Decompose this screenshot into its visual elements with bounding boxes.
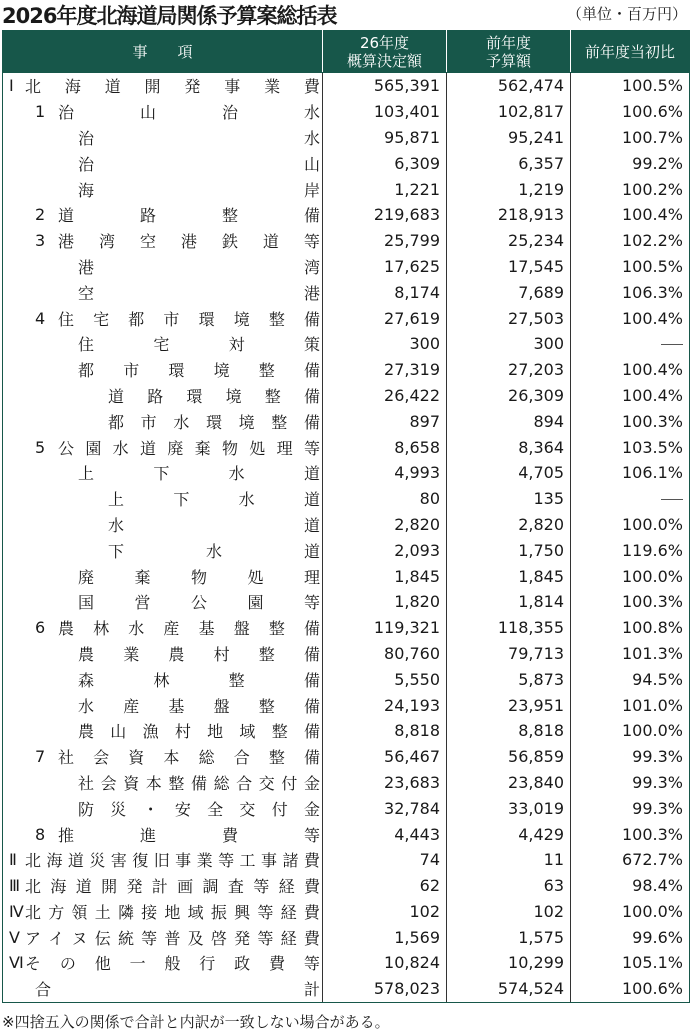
row-name: 水 産 基 盤 整 備 — [78, 696, 320, 716]
row-item-cell — [3, 408, 323, 434]
row-previous-value: 894 — [447, 408, 571, 434]
row-name: 廃 棄 物 処 理 — [78, 567, 320, 587]
row-ratio: 101.3% — [571, 641, 690, 667]
row-name: 北 海 道 開 発 計 画 調 査 等 経 費 — [25, 877, 320, 897]
row-item-cell — [3, 615, 323, 641]
row-current-value: 1,845 — [323, 563, 447, 589]
row-previous-value: 10,299 — [447, 950, 571, 976]
row-previous-value: 1,845 — [447, 563, 571, 589]
row-ratio: 100.7% — [571, 125, 690, 151]
row-current-value: 5,550 — [323, 666, 447, 692]
table-row — [3, 228, 690, 254]
row-previous-value: 79,713 — [447, 641, 571, 667]
row-previous-value: 4,429 — [447, 821, 571, 847]
row-name: 北 海 道 開 発 事 業 費 — [25, 77, 320, 97]
table-row — [3, 666, 690, 692]
row-previous-value: 11 — [447, 847, 571, 873]
row-item-cell — [3, 486, 323, 512]
footnote: ※四捨五入の関係で合計と内訳が一致しない場合がある。 — [2, 1013, 390, 1031]
row-current-value: 27,619 — [323, 305, 447, 331]
row-previous-value: 5,873 — [447, 666, 571, 692]
row-item-cell — [3, 795, 323, 821]
table-row — [3, 821, 690, 847]
row-item-cell — [3, 692, 323, 718]
row-current-value: 4,993 — [323, 460, 447, 486]
table-row — [3, 770, 690, 796]
table-row — [3, 383, 690, 409]
header-item: 事 項 — [3, 31, 323, 73]
row-number: 7 — [35, 747, 46, 767]
row-item-cell — [3, 512, 323, 538]
row-previous-value: 135 — [447, 486, 571, 512]
table-row — [3, 537, 690, 563]
row-ratio: 99.2% — [571, 150, 690, 176]
row-number: 3 — [35, 231, 46, 251]
row-ratio: 99.3% — [571, 770, 690, 796]
row-current-value: 1,820 — [323, 589, 447, 615]
row-name: 北 方 領 土 隣 接 地 域 振 興 等 経 費 — [25, 902, 320, 922]
row-item-cell — [3, 279, 323, 305]
row-ratio: 100.5% — [571, 73, 690, 99]
row-current-value: 2,820 — [323, 512, 447, 538]
table-header-row — [3, 31, 690, 73]
row-current-value: 27,319 — [323, 357, 447, 383]
row-name: 都 市 水 環 境 整 備 — [108, 412, 320, 432]
row-current-value: 25,799 — [323, 228, 447, 254]
row-name: 住 宅 都 市 環 境 整 備 — [58, 309, 320, 329]
table-row — [3, 254, 690, 280]
row-previous-value: 562,474 — [447, 73, 571, 99]
header-current: 26年度 概算決定額 — [323, 31, 447, 73]
table-row — [3, 434, 690, 460]
row-item-cell — [3, 563, 323, 589]
row-previous-value: 1,814 — [447, 589, 571, 615]
row-item-cell — [3, 383, 323, 409]
row-item-cell — [3, 125, 323, 151]
table-row — [3, 486, 690, 512]
row-name: 住 宅 対 策 — [78, 335, 320, 355]
row-ratio: 99.3% — [571, 744, 690, 770]
row-name: 道 路 整 備 — [58, 206, 320, 226]
row-current-value: 578,023 — [323, 976, 447, 1002]
row-name: 海 岸 — [78, 180, 320, 200]
row-current-value: 56,467 — [323, 744, 447, 770]
table-row — [3, 357, 690, 383]
table-row — [3, 125, 690, 151]
row-current-value: 565,391 — [323, 73, 447, 99]
row-previous-value: 23,840 — [447, 770, 571, 796]
table-row — [3, 279, 690, 305]
row-ratio: 100.6% — [571, 976, 690, 1002]
row-previous-value: 6,357 — [447, 150, 571, 176]
row-current-value: 23,683 — [323, 770, 447, 796]
row-ratio: 101.0% — [571, 692, 690, 718]
row-previous-value: 4,705 — [447, 460, 571, 486]
row-number: 1 — [35, 102, 46, 122]
row-previous-value: 27,203 — [447, 357, 571, 383]
row-ratio: 100.3% — [571, 589, 690, 615]
row-current-value: 26,422 — [323, 383, 447, 409]
row-current-value: 1,569 — [323, 924, 447, 950]
row-name: 治 水 — [78, 128, 320, 148]
row-item-cell — [3, 357, 323, 383]
row-ratio: 100.4% — [571, 357, 690, 383]
row-name: 上 下 水 道 — [78, 464, 320, 484]
row-item-cell — [3, 873, 323, 899]
row-current-value: 62 — [323, 873, 447, 899]
row-current-value: 4,443 — [323, 821, 447, 847]
table-row — [3, 99, 690, 125]
row-name: 北 海 道 災 害 復 旧 事 業 等 工 事 諸 費 — [25, 851, 320, 871]
row-item-cell — [3, 460, 323, 486]
row-roman-numeral: Ⅰ — [9, 76, 14, 96]
row-name: 港 湾 — [78, 257, 320, 277]
row-previous-value: 102 — [447, 899, 571, 925]
row-current-value: 6,309 — [323, 150, 447, 176]
table-row — [3, 847, 690, 873]
table-row — [3, 744, 690, 770]
row-item-cell — [3, 305, 323, 331]
row-previous-value: 118,355 — [447, 615, 571, 641]
row-current-value: 8,174 — [323, 279, 447, 305]
row-current-value: 8,818 — [323, 718, 447, 744]
row-previous-value: 33,019 — [447, 795, 571, 821]
row-previous-value: 63 — [447, 873, 571, 899]
row-ratio: 99.3% — [571, 795, 690, 821]
row-item-cell — [3, 847, 323, 873]
row-ratio: 672.7% — [571, 847, 690, 873]
table-row — [3, 899, 690, 925]
table-row — [3, 641, 690, 667]
header-ratio: 前年度当初比 — [571, 31, 690, 73]
row-ratio: 98.4% — [571, 873, 690, 899]
row-name: 農 林 水 産 基 盤 整 備 — [58, 619, 320, 639]
row-previous-value: 17,545 — [447, 254, 571, 280]
row-roman-numeral: Ⅱ — [9, 850, 17, 870]
table-row — [3, 718, 690, 744]
row-number: 4 — [35, 308, 46, 328]
row-name: 港 湾 空 港 鉄 道 等 — [58, 232, 320, 252]
row-name: 水 道 — [108, 515, 320, 535]
row-ratio: 105.1% — [571, 950, 690, 976]
table-row — [3, 873, 690, 899]
table-title: 2026年度北海道局関係予算案総括表 — [2, 4, 337, 28]
row-item-cell — [3, 718, 323, 744]
table-row — [3, 950, 690, 976]
row-item-cell — [3, 899, 323, 925]
row-number: 5 — [35, 437, 46, 457]
header-previous: 前年度 予算額 — [447, 31, 571, 73]
row-previous-value: 1,750 — [447, 537, 571, 563]
row-ratio — [571, 486, 690, 512]
row-item-cell — [3, 228, 323, 254]
row-name: 治 山 治 水 — [58, 103, 320, 123]
table-row — [3, 305, 690, 331]
row-ratio: 100.0% — [571, 899, 690, 925]
unit-label: （単位・百万円） — [566, 5, 687, 23]
row-previous-value: 8,364 — [447, 434, 571, 460]
row-name: 社 会 資 本 整 備 総 合 交 付 金 — [78, 773, 320, 793]
row-name: 治 山 — [78, 154, 320, 174]
row-ratio: 100.0% — [571, 512, 690, 538]
row-previous-value: 102,817 — [447, 99, 571, 125]
row-previous-value: 56,859 — [447, 744, 571, 770]
row-name: 農 業 農 村 整 備 — [78, 644, 320, 664]
table-row — [3, 150, 690, 176]
row-name: 公 園 水 道 廃 棄 物 処 理 等 — [58, 438, 320, 458]
row-current-value: 300 — [323, 331, 447, 357]
row-ratio: 119.6% — [571, 537, 690, 563]
row-name: 農 山 漁 村 地 域 整 備 — [78, 722, 320, 742]
row-previous-value: 26,309 — [447, 383, 571, 409]
row-number: 8 — [35, 824, 46, 844]
table-row — [3, 976, 690, 1002]
row-ratio: 100.3% — [571, 821, 690, 847]
row-ratio: 100.0% — [571, 563, 690, 589]
table-row — [3, 331, 690, 357]
row-current-value: 10,824 — [323, 950, 447, 976]
table-row — [3, 202, 690, 228]
row-number: 2 — [35, 205, 46, 225]
row-item-cell — [3, 589, 323, 615]
table-row — [3, 563, 690, 589]
row-current-value: 24,193 — [323, 692, 447, 718]
row-previous-value: 8,818 — [447, 718, 571, 744]
row-item-cell — [3, 331, 323, 357]
row-ratio: 100.2% — [571, 176, 690, 202]
row-ratio: 100.6% — [571, 99, 690, 125]
row-current-value: 102 — [323, 899, 447, 925]
row-name: 社 会 資 本 総 合 整 備 — [58, 748, 320, 768]
row-item-cell — [3, 73, 323, 99]
row-item-cell — [3, 99, 323, 125]
row-current-value: 119,321 — [323, 615, 447, 641]
row-item-cell — [3, 254, 323, 280]
row-name: 道 路 環 境 整 備 — [108, 386, 320, 406]
row-item-cell — [3, 176, 323, 202]
row-current-value: 32,784 — [323, 795, 447, 821]
row-name: 森 林 整 備 — [78, 670, 320, 690]
row-ratio: 100.4% — [571, 202, 690, 228]
row-ratio: 100.8% — [571, 615, 690, 641]
row-name: 都 市 環 境 整 備 — [78, 361, 320, 381]
row-item-cell — [3, 976, 323, 1002]
row-roman-numeral: Ⅵ — [9, 953, 24, 973]
row-previous-value: 1,575 — [447, 924, 571, 950]
table-row — [3, 408, 690, 434]
row-ratio: 100.0% — [571, 718, 690, 744]
row-name: ア イ ヌ 伝 統 等 普 及 啓 発 等 経 費 — [25, 928, 320, 948]
row-name: 国 営 公 園 等 — [78, 593, 320, 613]
row-previous-value: 95,241 — [447, 125, 571, 151]
table-row — [3, 692, 690, 718]
row-ratio: 106.3% — [571, 279, 690, 305]
row-item-cell — [3, 666, 323, 692]
row-current-value: 80 — [323, 486, 447, 512]
row-current-value: 8,658 — [323, 434, 447, 460]
ratio-dash — [661, 499, 683, 500]
row-item-cell — [3, 744, 323, 770]
row-current-value: 95,871 — [323, 125, 447, 151]
row-current-value: 219,683 — [323, 202, 447, 228]
row-ratio: 102.2% — [571, 228, 690, 254]
row-previous-value: 23,951 — [447, 692, 571, 718]
row-current-value: 1,221 — [323, 176, 447, 202]
row-name: そ の 他 一 般 行 政 費 等 — [25, 954, 320, 974]
table-row — [3, 176, 690, 202]
row-ratio: 94.5% — [571, 666, 690, 692]
row-name: 合 計 — [35, 980, 320, 1000]
row-current-value: 74 — [323, 847, 447, 873]
row-item-cell — [3, 924, 323, 950]
row-name: 防 災 ・ 安 全 交 付 金 — [78, 799, 320, 819]
row-previous-value: 1,219 — [447, 176, 571, 202]
row-current-value: 103,401 — [323, 99, 447, 125]
table-row — [3, 460, 690, 486]
table-row — [3, 73, 690, 99]
row-previous-value: 7,689 — [447, 279, 571, 305]
row-ratio: 100.3% — [571, 408, 690, 434]
row-item-cell — [3, 641, 323, 667]
row-roman-numeral: Ⅲ — [9, 876, 21, 896]
table-row — [3, 615, 690, 641]
row-previous-value: 574,524 — [447, 976, 571, 1002]
row-item-cell — [3, 202, 323, 228]
row-name: 上 下 水 道 — [108, 490, 320, 510]
row-ratio: 100.5% — [571, 254, 690, 280]
row-previous-value: 2,820 — [447, 512, 571, 538]
row-previous-value: 300 — [447, 331, 571, 357]
row-roman-numeral: Ⅳ — [9, 901, 24, 921]
table-row — [3, 589, 690, 615]
table-row — [3, 795, 690, 821]
row-ratio: 99.6% — [571, 924, 690, 950]
row-previous-value: 218,913 — [447, 202, 571, 228]
row-ratio: 103.5% — [571, 434, 690, 460]
row-current-value: 17,625 — [323, 254, 447, 280]
table-row — [3, 512, 690, 538]
row-current-value: 80,760 — [323, 641, 447, 667]
row-ratio: 100.4% — [571, 305, 690, 331]
row-number: 6 — [35, 618, 46, 638]
row-item-cell — [3, 150, 323, 176]
row-ratio: 100.4% — [571, 383, 690, 409]
row-current-value: 897 — [323, 408, 447, 434]
ratio-dash — [661, 344, 683, 345]
row-previous-value: 25,234 — [447, 228, 571, 254]
row-name: 下 水 道 — [108, 541, 320, 561]
row-item-cell — [3, 537, 323, 563]
row-ratio: 106.1% — [571, 460, 690, 486]
table-row — [3, 924, 690, 950]
row-roman-numeral: Ⅴ — [9, 927, 20, 947]
row-current-value: 2,093 — [323, 537, 447, 563]
row-name: 空 港 — [78, 283, 320, 303]
budget-table — [2, 30, 690, 1003]
row-previous-value: 27,503 — [447, 305, 571, 331]
row-name: 推 進 費 等 — [58, 825, 320, 845]
row-item-cell — [3, 434, 323, 460]
row-ratio — [571, 331, 690, 357]
row-item-cell — [3, 821, 323, 847]
row-item-cell — [3, 950, 323, 976]
row-item-cell — [3, 770, 323, 796]
table-body — [3, 73, 690, 1003]
